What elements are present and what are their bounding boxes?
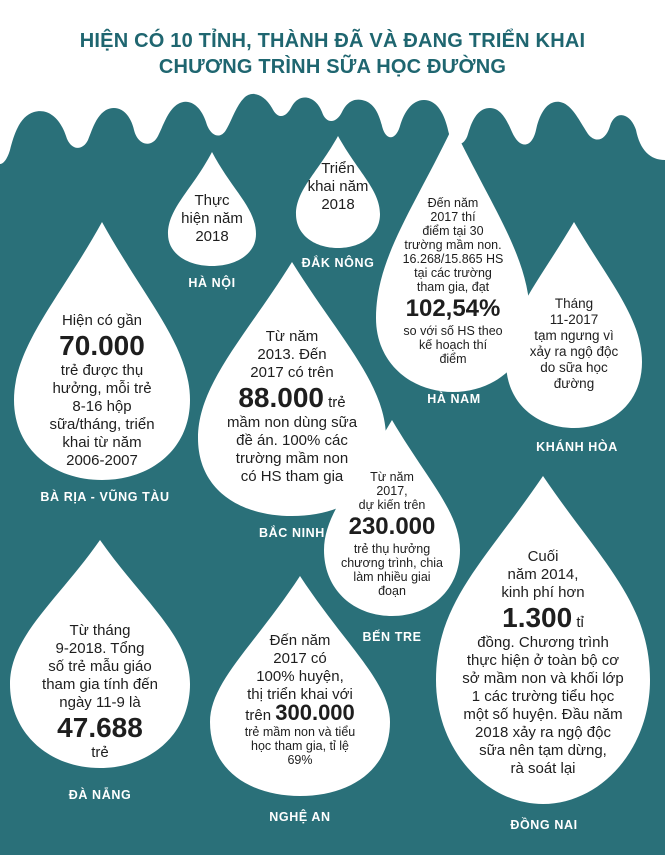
ben-tre-line: dự kiến trên: [358, 498, 426, 512]
dong-nai-line: năm 2014,: [507, 566, 579, 583]
da-nang-line: tham gia tính đến: [42, 676, 158, 693]
bac-ninh-label: BẮC NINH: [259, 526, 325, 540]
nghe-an-line: 100% huyện,: [256, 668, 344, 685]
nghe-an-big-prefix: trên: [245, 707, 272, 724]
ba-ria-line: hưởng, mỗi trẻ: [52, 380, 152, 397]
khanh-hoa-line: Tháng: [554, 296, 594, 311]
dong-nai-line: sở mầm non và khối lớp: [462, 670, 624, 687]
bac-ninh-line: 2013. Đến: [257, 346, 327, 363]
da-nang-line: Từ tháng: [69, 622, 131, 639]
nghe-an-line: học tham gia, tỉ lệ: [251, 739, 349, 753]
nghe-an-big-row: [216, 700, 384, 725]
title-line-2: CHƯƠNG TRÌNH SỮA HỌC ĐƯỜNG: [158, 56, 507, 78]
bac-ninh-line: đề án. 100% các: [236, 432, 348, 449]
dong-nai-line: 1 các trường tiểu học: [471, 688, 615, 705]
dong-nai-line: một số huyện. Đầu năm: [463, 706, 623, 723]
ha-nam-line: tham gia, đạt: [416, 280, 490, 294]
ben-tre-line: trẻ thụ hưởng: [353, 542, 431, 556]
ha-nam-big-number: 102,54%: [405, 295, 501, 322]
ba-ria-line: 8-16 hộp: [72, 398, 132, 415]
khanh-hoa-line: do sữa học: [540, 360, 608, 375]
khanh-hoa-text: [516, 296, 632, 392]
ha-nam-text: [382, 196, 524, 366]
ben-tre-line: làm nhiều giai: [353, 570, 431, 584]
nghe-an-line: 69%: [287, 753, 313, 767]
dong-nai-line: rà soát lại: [510, 760, 576, 777]
ha-noi-text: [172, 192, 252, 246]
ba-ria-line: 2006-2007: [66, 452, 138, 469]
ba-ria-line: Hiện có gần: [61, 312, 143, 329]
bac-ninh-big-row: [210, 382, 374, 414]
ben-tre-label: BẾN TRE: [362, 630, 422, 644]
ha-nam-line: trường mầm non.: [404, 238, 502, 252]
ba-ria-label: BÀ RỊA - VŨNG TÀU: [40, 490, 170, 504]
ba-ria-line: khai từ năm: [62, 434, 142, 451]
ben-tre-line: Từ năm: [370, 470, 414, 484]
dong-nai-line: sữa nên tạm dừng,: [479, 742, 607, 759]
ben-tre-line: 2017,: [376, 484, 408, 498]
bac-ninh-text: [210, 328, 374, 486]
dak-nong-text: [300, 160, 376, 214]
ben-tre-big-number: 230.000: [348, 513, 436, 540]
nghe-an-text: [216, 632, 384, 767]
nghe-an-line: trẻ mầm non và tiểu: [244, 725, 356, 739]
ha-nam-line: 16.268/15.865 HS: [402, 252, 504, 266]
da-nang-label: ĐÀ NẴNG: [68, 788, 132, 802]
khanh-hoa-line: đường: [553, 376, 595, 391]
ha-nam-line: điểm tại 30: [422, 224, 484, 238]
ha-nam-line: 2017 thí: [430, 210, 476, 224]
da-nang-line: số trẻ mẫu giáo: [48, 658, 152, 675]
ba-ria-big-number: 70.000: [59, 330, 145, 361]
ben-tre-text: [332, 470, 452, 598]
dong-nai-big-number: 1.300: [502, 602, 573, 633]
page-title: [0, 28, 665, 80]
ben-tre-line: đoạn: [378, 584, 406, 598]
dong-nai-label: ĐỒNG NAI: [510, 818, 578, 832]
dak-nong-line: khai năm: [307, 178, 369, 195]
da-nang-line: ngày 11-9 là: [59, 694, 141, 711]
dak-nong-line: 2018: [321, 196, 355, 213]
khanh-hoa-line: tạm ngưng vì: [534, 328, 614, 343]
bac-ninh-big-suffix: trẻ: [328, 394, 346, 411]
dong-nai-big-suffix: tỉ: [576, 614, 584, 631]
dak-nong-line: Triển: [321, 160, 355, 177]
ha-nam-label: HÀ NAM: [427, 392, 481, 406]
ha-nam-line: Đến năm: [427, 196, 479, 210]
khanh-hoa-label: KHÁNH HÒA: [536, 440, 618, 454]
ha-noi-line: hiện năm: [181, 210, 243, 227]
dak-nong-label: ĐẮK NÔNG: [301, 256, 375, 270]
dong-nai-text: [448, 548, 638, 778]
ba-ria-line: trẻ được thụ: [60, 362, 144, 379]
nghe-an-label: NGHỆ AN: [269, 810, 331, 824]
dong-nai-line: 2018 xảy ra ngộ độc: [475, 724, 611, 741]
khanh-hoa-line: 11-2017: [549, 312, 599, 327]
bac-ninh-line: Từ năm: [265, 328, 319, 345]
da-nang-big-number: 47.688: [57, 712, 143, 743]
bac-ninh-line: 2017 có trên: [250, 364, 334, 381]
bac-ninh-line: mầm non dùng sữa: [226, 414, 358, 431]
dong-nai-line: đồng. Chương trình: [477, 634, 609, 651]
ha-nam-line: kế hoạch thí: [418, 338, 488, 352]
ha-noi-line: Thực: [194, 192, 230, 209]
nghe-an-line: 2017 có: [273, 650, 327, 667]
bac-ninh-line: có HS tham gia: [240, 468, 344, 485]
dong-nai-big-row: [448, 602, 638, 634]
da-nang-text: [24, 622, 176, 762]
ba-ria-text: [30, 312, 174, 470]
dong-nai-line: thực hiện ở toàn bộ cơ: [466, 652, 620, 669]
ha-nam-line: tại các trường: [414, 266, 492, 280]
ha-noi-label: HÀ NỘI: [188, 276, 236, 290]
da-nang-line: trẻ: [91, 744, 109, 761]
ba-ria-line: sữa/tháng, triển: [49, 416, 155, 433]
khanh-hoa-line: xảy ra ngộ độc: [529, 344, 619, 359]
bac-ninh-big-number: 88.000: [238, 382, 324, 413]
bac-ninh-line: trường mầm non: [235, 450, 349, 467]
nghe-an-big-number: 300.000: [275, 700, 355, 725]
dong-nai-line: kinh phí hơn: [501, 584, 585, 601]
ha-noi-line: 2018: [195, 228, 229, 245]
dong-nai-line: Cuối: [527, 548, 559, 565]
nghe-an-line: Đến năm: [269, 632, 331, 649]
ha-nam-line: so với số HS theo: [403, 324, 503, 338]
ha-nam-line: điểm: [439, 352, 467, 366]
title-line-1: HIỆN CÓ 10 TỈNH, THÀNH ĐÃ VÀ ĐANG TRIỂN KHAI: [79, 30, 586, 52]
da-nang-line: 9-2018. Tổng: [55, 640, 145, 657]
ben-tre-line: chương trình, chia: [340, 556, 444, 570]
nghe-an-line: thị triển khai với: [247, 686, 353, 703]
